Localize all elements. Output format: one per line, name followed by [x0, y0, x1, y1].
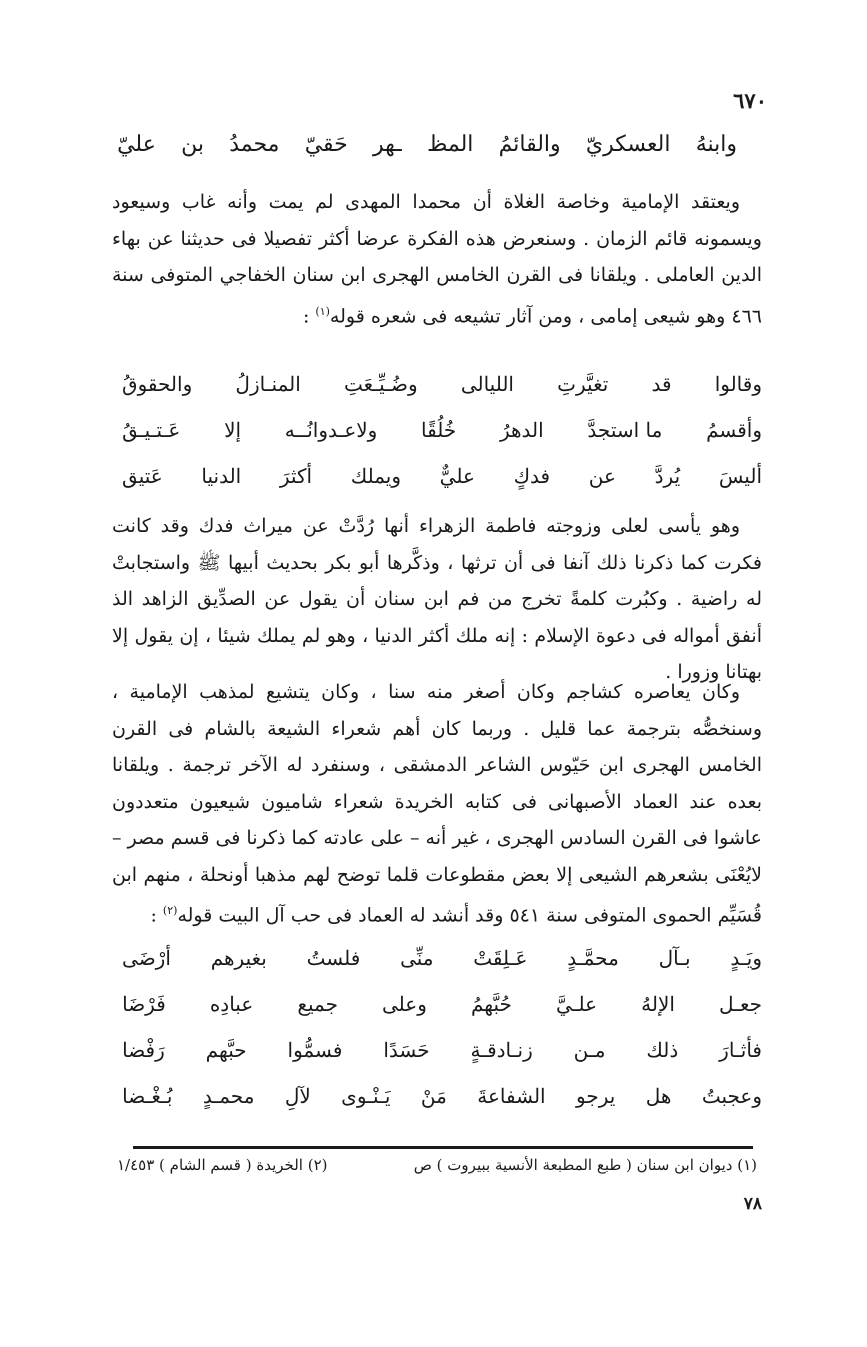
poem-word: أليسَ: [718, 464, 762, 488]
poem-line: [122, 946, 762, 992]
poem-word: ذلك: [646, 1038, 679, 1062]
paragraph-2: وهو يأسى لعلى وزوجته فاطمة الزهراء أنها رُدَّتْ عن ميراث فدك وقد كانت فكرت كما ذكرنا ذلك آنفا فى أن ترثها ، وذكَّرها أبو بكر بحديث أبيها ﷺ واستجابتْ له راضية . وكبُرت كلمةً تخرج من فم ابن سنان أن يقول عن الصدِّيق الزاهد الذ أنفق أمواله فى دعوة الإسلام : إنه ملك أكثر الدنيا ، وهو لم يملك شيئا ، إن يقول إلا بهتانا وزورا .: [112, 515, 762, 683]
poem-word: الدهرُ: [499, 418, 544, 442]
poem-word: علـيَّ: [555, 992, 598, 1016]
poem-word: فَرْضَا: [122, 992, 166, 1016]
poem-word: وعلى: [382, 992, 427, 1016]
paragraph-3-block: [112, 674, 762, 934]
poem-word: عن: [588, 464, 616, 488]
poem-line: [122, 418, 762, 464]
poem-word: ما استجدَّ: [587, 418, 663, 442]
poem-word: مَنْ: [420, 1084, 447, 1108]
opening-verse: [117, 130, 737, 160]
poem-word: تغيَّرتِ: [557, 372, 609, 396]
poem-word: فأثـارَ: [719, 1038, 762, 1062]
poem-word: منِّى: [400, 946, 434, 970]
poem-word: زنـادقـةٍ: [470, 1038, 533, 1062]
page-number: ٦٧٠: [733, 88, 767, 113]
verse-word: حَقيّ: [304, 132, 348, 157]
poem-word: خُلُقًا: [421, 418, 457, 442]
poem-word: لآلِ: [284, 1084, 311, 1108]
poem-word: الدنيا: [201, 464, 242, 488]
verse-word: عليّ: [117, 132, 156, 157]
poem-word: جعـل: [718, 992, 762, 1016]
paragraph-1-block: [112, 184, 762, 334]
poem-word: بغيرهم: [210, 946, 267, 970]
poem-word: عليٌّ: [439, 464, 475, 488]
verse-word: ـهر: [373, 132, 402, 157]
verse-word: المظ: [426, 132, 474, 157]
paragraph-2-block: [112, 508, 762, 691]
poem-word: حَسَدًا: [383, 1038, 430, 1062]
verse-word: محمدُ: [229, 132, 280, 157]
poem-word: إلا: [224, 418, 242, 442]
poem-word: فلستُ: [306, 946, 361, 970]
poem-word: أرْضَى: [122, 946, 171, 970]
poem-word: عَـتـيـقُ: [122, 418, 181, 442]
poem-word: عبادِه: [209, 992, 254, 1016]
poem-word: عَـلِقَتْ: [473, 946, 528, 970]
poem-word: مـن: [573, 1038, 606, 1062]
poem-word: بُـغْـضا: [122, 1084, 173, 1108]
footnote-2: (٢) الخريدة ( قسم الشام ) ١/٤٥٣: [117, 1156, 328, 1174]
poem-word: محمـدٍ: [202, 1084, 255, 1108]
poem-word: يرجو: [576, 1084, 616, 1108]
poem-word: رَفْضا: [122, 1038, 165, 1062]
footnotes: [117, 1156, 757, 1174]
poem-line: [122, 992, 762, 1038]
verse-word: بن: [181, 132, 204, 157]
poem-word: الإلهُ: [641, 992, 675, 1016]
poem-word: ويملك: [350, 464, 401, 488]
poem-word: محمَّـدٍ: [567, 946, 619, 970]
poem-word: والحقوقُ: [122, 372, 193, 396]
poem-word: وعجبتُ: [701, 1084, 762, 1108]
poem-word: الليالى: [460, 372, 514, 396]
footnote-ref-2: (٢): [162, 904, 178, 917]
poem-word: يَـنْـوى: [341, 1084, 391, 1108]
poem-2: [122, 946, 762, 1130]
poem-word: ولاعـدوانُــه: [284, 418, 378, 442]
poem-word: عَتيق: [122, 464, 163, 488]
poem-word: الشفاعةَ: [477, 1084, 546, 1108]
poem-line: [122, 372, 762, 418]
poem-word: فدكٍ: [513, 464, 551, 488]
poem-word: بـآل: [658, 946, 691, 970]
poem-line: [122, 464, 762, 510]
poem-line: [122, 1084, 762, 1130]
poem-word: وقالوا: [714, 372, 762, 396]
verse-word: وابنهُ: [695, 132, 737, 157]
poem-word: وأقسمُ: [706, 418, 762, 442]
poem-word: ويَـدٍ: [730, 946, 762, 970]
footnote-ref-1: (١): [315, 304, 330, 318]
poem-word: فسمُّوا: [287, 1038, 343, 1062]
sheet-number: ٧٨: [743, 1194, 762, 1214]
poem-word: يُردَّ: [654, 464, 681, 488]
footnote-divider: [133, 1146, 753, 1149]
poem-1: [122, 372, 762, 510]
paragraph-3: وكان يعاصره كشاجم وكان أصغر منه سنا ، وكان يتشيع لمذهب الإمامية ، وسنخصُّه بترجمة عما قليل . وربما كان أهم شعراء الشيعة بالشام فى القرن الخامس الهجرى ابن حَيّوس الشاعر الدمشقى ، وسنفرد له الآخر ترجمة . ويلقانا بعده عند العماد الأصبهانى فى كتابه الخريدة شعراء شاميون شيعيون متعددون عاشوا فى القرن السادس الهجرى ، غير أنه – على عادته كما ذكرنا فى قسم مصر – لايُعْنَى بشعرهم الشيعى إلا بعض مقطوعات قلما توضح لهم مذهبا أونحلة ، منهم ابن قُسَيِّم الحموى المتوفى سنة ٥٤١ وقد أنشد له العماد فى حب آل البيت قوله$^{(٢)}$ :: [112, 681, 762, 927]
poem-word: وضُـيِّـعَتِ: [343, 372, 418, 396]
poem-word: جميع: [297, 992, 338, 1016]
poem-word: المنـازلُ: [235, 372, 301, 396]
paragraph-1: ويعتقد الإمامية وخاصة الغلاة أن محمدا المهدى لم يمت وأنه غاب وسيعود ويسمونه قائم الزمان . وسنعرض هذه الفكرة عرضا أكثر تفصيلا فى حديثنا عن بهاء الدين العاملى . ويلقانا فى القرن الخامس الهجرى ابن سنان الخفاجي المتوفى سنة ٤٦٦ وهو شيعى إمامى ، ومن آثار تشيعه فى شعره قوله$^{(١)}$ :: [112, 191, 762, 327]
poem-word: قد: [651, 372, 672, 396]
poem-word: حُبَّهمُ: [470, 992, 512, 1016]
poem-word: أكثرَ: [279, 464, 313, 488]
poem-word: حبَّهم: [205, 1038, 247, 1062]
verse-word: العسكريّ: [585, 132, 671, 157]
poem-word: هل: [645, 1084, 672, 1108]
poem-line: [122, 1038, 762, 1084]
verse-word: والقائمُ: [498, 132, 561, 157]
footnote-1: (١) ديوان ابن سنان ( طبع المطبعة الأنسية ببيروت ) ص: [413, 1156, 757, 1174]
